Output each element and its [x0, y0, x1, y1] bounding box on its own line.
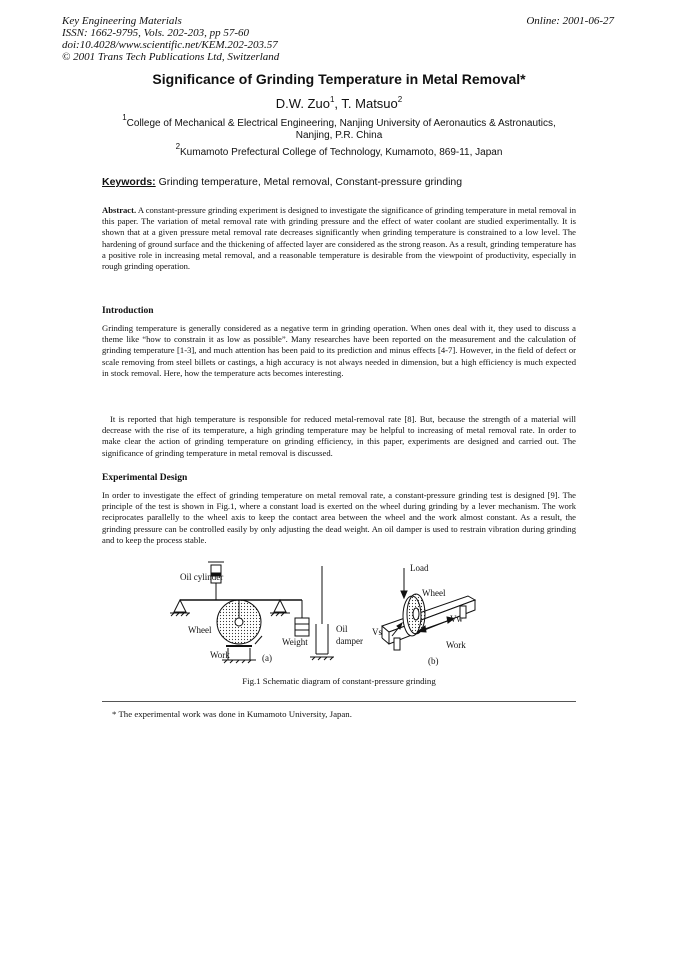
author-2-affil-mark: 2	[397, 95, 403, 104]
label-weight: Weight	[282, 637, 308, 647]
label-panel-a: (a)	[262, 653, 272, 663]
affiliation-1	[0, 113, 678, 142]
author-2: T. Matsuo	[341, 96, 398, 111]
label-work-b: Work	[446, 640, 466, 650]
affiliation-2-text: Kumamoto Prefectural College of Technology, Kumamoto, 869-11, Japan	[180, 147, 503, 158]
panel-b-grinding-setup	[382, 568, 475, 650]
affiliation-2-mark: 2	[175, 142, 181, 151]
introduction-paragraph-2: It is reported that high temperature is responsible for reduced metal-removal rate [8]. But, because the strength of a material will decrease with the rise of its temperature, a high grinding temperature may be helpful to increasing of metal removal rate. In order to make clear the action of grinding temperature on grinding efficiency, in this paper, experiments are designed and carried out. The significance of grinding temperature in metal removal is discussed.	[102, 414, 576, 458]
figure-1-caption: Fig.1 Schematic diagram of constant-pressure grinding	[242, 676, 436, 686]
label-vs: Vs	[372, 627, 383, 637]
keywords-text: Grinding temperature, Metal removal, Constant-pressure grinding	[155, 176, 463, 188]
abstract-label: Abstract.	[102, 205, 137, 215]
label-load: Load	[410, 563, 429, 573]
online-date-text: Online: 2001-06-27	[526, 15, 614, 27]
experimental-design-paragraph: In order to investigate the effect of grinding temperature on metal removal rate, a constant-pressure grinding test is designed [9]. The principle of the test is shown in Fig.1, where a constant load is exerted on the wheel during grinding by a lever mechanism. The work reciprocates parallelly to the wheel axis to keep the contact area between the wheel and the work almost constant. As a result, the grinding pressure can be controlled easily by only adjusting the dead weight. An oil damper is used to restrain vibration during grinding and to keep the process stable.	[102, 490, 576, 545]
label-panel-b: (b)	[428, 656, 439, 666]
affiliation-1-mark: 1	[122, 113, 127, 122]
affiliation-2	[0, 142, 678, 159]
label-wheel-b: Wheel	[422, 588, 446, 598]
doi-line: doi:10.4028/www.scientific.net/KEM.202-203.57	[62, 39, 278, 51]
footnote-divider	[102, 701, 576, 702]
affiliation-1-city: Nanjing, P.R. China	[295, 130, 383, 141]
keywords-label: Keywords:	[102, 176, 156, 188]
label-oil-cylinder: Oil cylinder	[180, 572, 224, 582]
abstract-text: A constant-pressure grinding experiment is designed to investigate the significance of grinding temperature in metal removal in this paper. The variation of metal removal rate with grinding pressure and the effect of water coolant are studied experimentally. It is shown that at a given pressure metal removal rate decreases significantly when grinding temperature is constrained to a low level. The hardening of ground surface and the thickening of affected layer are considered as the strong reason. As a result, grinding temperature has a positive role in increasing metal removal, and a reasonable temperature is desirable from the viewpoint of productivity, especially in rough grinding operation.	[102, 205, 576, 272]
journal-name: Key Engineering Materials	[62, 15, 182, 27]
affiliation-1-text: College of Mechanical & Electrical Engineering, Nanjing University of Aeronautics & Astronautics,	[126, 118, 556, 129]
author-list	[0, 96, 678, 111]
paper-title: Significance of Grinding Temperature in Metal Removal*	[152, 71, 526, 87]
keywords	[102, 176, 462, 188]
introduction-paragraph-1: Grinding temperature is generally considered as a negative term in grinding operation. When ones deal with it, they used to discuss a theme like “how to constrain it as low as possible”. Many researches have been reported on the measurement and the calculation of grinding temperature [1-3], and much attention has been paid to its prediction and minus effects [4-7]. However, in the field of defect or scale removing from steel billets or castings, a high accuracy is not always needed in dimension, but a high efficiency is much expected in stock removal. Here, how the temperature acts becomes interesting.	[102, 323, 576, 378]
experimental-design-heading: Experimental Design	[102, 473, 188, 483]
issn-line: ISSN: 1662-9795, Vols. 202-203, pp 57-60	[62, 27, 249, 39]
abstract	[102, 205, 576, 272]
author-1: D.W. Zuo	[275, 96, 330, 111]
footnote: * The experimental work was done in Kumamoto University, Japan.	[112, 709, 352, 719]
online-date	[526, 15, 614, 27]
label-oil: Oil	[336, 624, 348, 634]
author-separator: ,	[334, 96, 342, 111]
journal-header	[62, 15, 279, 63]
author-1-affil-mark: 1	[329, 95, 335, 104]
label-damper: damper	[336, 636, 363, 646]
label-wheel-a: Wheel	[188, 625, 212, 635]
figure-1-schematic	[150, 560, 530, 672]
copyright-line: © 2001 Trans Tech Publications Ltd, Switzerland	[62, 51, 280, 63]
label-vw: Vw	[450, 614, 463, 624]
label-work-a: Work	[210, 650, 230, 660]
introduction-heading: Introduction	[102, 306, 154, 316]
